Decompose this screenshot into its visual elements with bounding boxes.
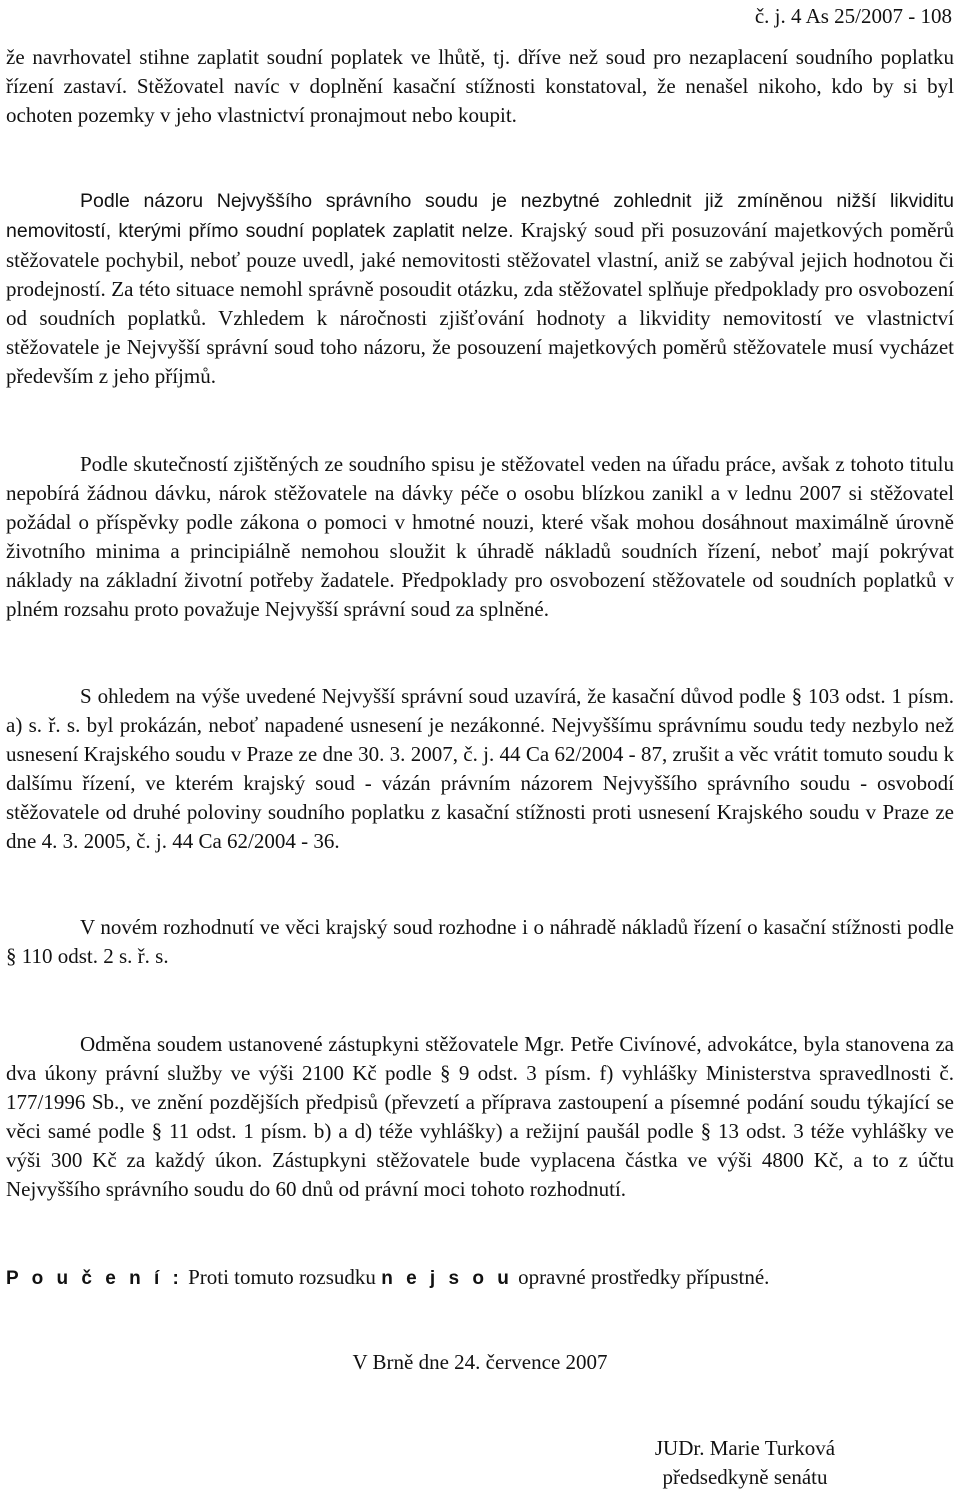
instruction-line xyxy=(6,1263,769,1293)
instruction-text-1: Proti tomuto rozsudku xyxy=(182,1265,382,1289)
document-page xyxy=(6,0,954,1492)
paragraph-continuation: že navrhovatel stihne zaplatit soudní poplatek ve lhůtě, tj. dříve než soud pro nezaplacení soudního poplatku řízení zastaví. Stěžovatel navíc v doplnění kasační stížnosti konstatoval, že nenašel nikoho, kdo by si byl ochoten pozemky v jeho vlastnictví pronajmout nebo koupit. xyxy=(6,45,954,127)
paragraph-facts: Podle skutečností zjištěných ze soudního spisu je stěžovatel veden na úřadu práce, avšak z tohoto titulu nepobírá žádnou dávku, nárok stěžovatele na dávky péče o osobu blízkou zanikl a v lednu 2007 si stěžovatel požádal o příspěvky podle zákona o pomoci v hmotné nouzi, které však mohou dosáhnout maximálně úrovně životního minima a principiálně nemohou sloužit k úhradě nákladů soudních řízení, neboť mají pokrývat náklady na základní životní potřeby žadatele. Předpoklady pro osvobození stěžovatele od soudních poplatků v plném rozsahu proto považuje Nejvyšší správní soud za splněné. xyxy=(6,452,954,621)
paragraph-liquidity-lead: Podle názoru Nejvyššího správního soudu je nezbytné zohlednit již zmíněnou nižší likviditu nemovitostí, kterými přímo soudní poplatek zaplatit nelze. xyxy=(6,190,954,242)
paragraph-liquidity-rest: Krajský soud při posuzování majetkových poměrů stěžovatele pochybil, neboť pouze uvedl, jaké nemovitosti stěžovatel vlastní, aniž se zabýval jejich hodnotou či prodejností. Za této situace nemohl správně posoudit otázku, zda stěžovatel splňuje předpoklady pro osvobození od soudních poplatků. Vzhledem k náročnosti zjišťování hodnoty a likvidity nemovitostí ve vlastnictví stěžovatele je Nejvyšší správní soud toho názoru, že posouzení majetkových poměrů stěžovatele musí vycházet především z jeho příjmů. xyxy=(6,218,954,388)
instruction-emphasis: n e j s o u xyxy=(381,1268,513,1289)
judge-title: předsedkyně senátu xyxy=(662,1465,828,1489)
paragraph-liquidity xyxy=(6,186,954,391)
instruction-label: P o u č e n í : xyxy=(6,1268,183,1289)
place-and-date: V Brně dne 24. července 2007 xyxy=(352,1350,608,1374)
paragraph-costs: V novém rozhodnutí ve věci krajský soud rozhodne i o náhradě nákladů řízení o kasační stížnosti podle § 110 odst. 2 s. ř. s. xyxy=(6,915,954,968)
case-number-header: č. j. 4 As 25/2007 - 108 xyxy=(754,4,952,28)
judge-name: JUDr. Marie Turková xyxy=(654,1436,836,1460)
instruction-text-2: opravné prostředky přípustné. xyxy=(512,1265,770,1289)
paragraph-remuneration: Odměna soudem ustanovené zástupkyni stěžovatele Mgr. Petře Civínové, advokátce, byla stanovena za dva úkony právní služby ve výši 2100 Kč podle § 9 odst. 3 písm. f) vyhlášky Ministerstva spravedlnosti č. 177/1996 Sb., ve znění pozdějších předpisů (převzetí a příprava zastoupení a písemné podání soudu týkající se věci samé podle § 11 odst. 1 písm. b) a d) téže vyhlášky) a režijní paušál podle § 13 odst. 3 téže vyhlášky ve výši 300 Kč za každý úkon. Zástupkyni stěžovatele bude vyplacena částka ve výši 4800 Kč, a to z účtu Nejvyššího správního soudu do 60 dnů od právní moci tohoto rozhodnutí. xyxy=(6,1032,954,1201)
paragraph-conclusion: S ohledem na výše uvedené Nejvyšší správní soud uzavírá, že kasační důvod podle § 103 odst. 1 písm. a) s. ř. s. byl prokázán, neboť napadené usnesení je nezákonné. Nejvyššímu správnímu soudu tedy nezbylo než usnesení Krajského soudu v Praze ze dne 30. 3. 2007, č. j. 44 Ca 62/2004 - 87, zrušit a věc vrátit tomuto soudu k dalšímu řízení, ve kterém krajský soud - vázán právním názorem Nejvyššího správního soudu - osvobodí stěžovatele od druhé poloviny soudního poplatku z kasační stížnosti proti usnesení Krajského soudu v Praze ze dne 4. 3. 2005, č. j. 44 Ca 62/2004 - 36. xyxy=(6,684,954,853)
